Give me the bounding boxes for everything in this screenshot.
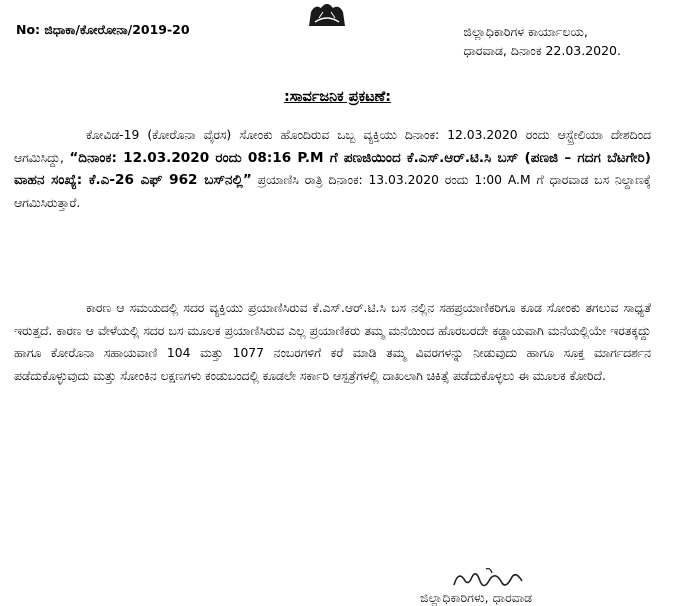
paragraph-1-rest: ಪ್ರಯಾಣಿಸಿ ರಾತ್ರಿ ದಿನಾಂಕ: 13.03.2020 ರಂದು 1:00 A.M ಗೆ ಧಾರವಾಡ ಬಸ ನಿಲ್ದಾಣಕ್ಕೆ ಆಗಮಿಸಿರುತ್ತಾರೆ. — [14, 173, 652, 210]
paragraph-1-highlight: “ದಿನಾಂಕ: 12.03.2020 ರಂದು 08:16 P.M ಗೆ ಪಣಜಿಯಿಂದ ಕೆ.ಎಸ್.ಆರ್.ಟಿ.ಸಿ ಬಸ್ (ಪಣಜಿ – ಗದಗ ಬೆಟಗೇರಿ) ವಾಹನ ಸಂಖ್ಯೆ: ಕೆ.ಎ-26 ಎಫ್ 962 ಬಸ್‌ನಲ್ಲಿ” — [14, 149, 651, 188]
notice-title — [0, 89, 675, 105]
office-block — [463, 22, 621, 60]
reference-number: No: ಜಿಧಾಕಾ/ಕೋರೋನಾ/2019-20 — [16, 22, 190, 37]
notice-title-text: :ಸಾರ್ವಜನಿಕ ಪ್ರಕಟಣೆ: — [283, 89, 392, 105]
paragraph-2-text: ಕಾರಣ ಆ ಸಮಯದಲ್ಲಿ ಸದರ ವ್ಯಕ್ತಿಯು ಪ್ರಯಾಣಿಸಿರುವ ಕೆ.ಎಸ್.ಆರ್.ಟಿ.ಸಿ ಬಸ ನಲ್ಲಿನ ಸಹಪ್ರಯಾಣಿಕರಿಗೂ ಕೂಡ ಸೋಂಕು ತಗಲುವ ಸಾಧ್ಯತೆ ಇರುತ್ತದೆ. ಕಾರಣ ಆ ವೇಳೆಯಲ್ಲಿ ಸದರ ಬಸ ಮೂಲಕ ಪ್ರಯಾಣಿಸಿರುವ ಎಲ್ಲ ಪ್ರಯಾಣಿಕರು ತಮ್ಮ ಮನೆಯಿಂದ ಹೊರಬರದೇ ಕಡ್ಡಾಯವಾಗಿ ಮನೆಯಲ್ಲಿಯೇ ಇರತಕ್ಕದ್ದು ಹಾಗೂ ಕೋರೊನಾ ಸಹಾಯವಾಣಿ 104 ಮತ್ತು 1077 ನಂಬರಗಳಿಗೆ ಕರೆ ಮಾಡಿ ತಮ್ಮ ವಿವರಗಳನ್ನು ನೀಡುವುದು ಹಾಗೂ ಸೂಕ್ತ ಮಾರ್ಗದರ್ಶನ ಪಡೆದುಕೊಳ್ಳುವುದು ಮತ್ತು ಸೋಂಕಿನ ಲಕ್ಷಣಗಳು ಕಂಡುಬಂದಲ್ಲಿ ಕೂಡಲೇ ಸರ್ಕಾರಿ ಆಸ್ಪತ್ರೆಗಳಲ್ಲಿ ದಾಖಲಾಗಿ ಚಿಕಿತ್ಸೆ ಪಡೆದುಕೊಳ್ಳಲು ಈ ಮೂಲಕ ಕೋರಿದೆ. — [14, 301, 651, 383]
paragraph-2 — [14, 297, 651, 387]
paragraph-1 — [14, 124, 651, 214]
office-name: ಜಿಲ್ಲಾಧಿಕಾರಿಗಳ ಕಾರ್ಯಾಲಯ, — [463, 24, 588, 39]
state-emblem-icon — [305, 0, 349, 26]
signatory-name: ಜಿಲ್ಲಾಧಿಕಾರಿಗಳು, ಧಾರವಾಡ — [420, 590, 533, 605]
place-date: ಧಾರವಾಡ, ದಿನಾಂಕ 22.03.2020. — [463, 43, 621, 58]
paragraph-1-intro: ಕೋವಿಡ-19 (ಕೋರೊನಾ ವೈರಸ) ಸೋಂಕು ಹೊಂದಿರುವ ಒಬ್ಬ ವ್ಯಕ್ತಿಯು ದಿನಾಂಕ: 12.03.2020 ರಂದು ಆಸ್ಟ್ರೇಲಿಯಾ ದೇಶದಿಂದ ಆಗಮಿಸಿದ್ದು, — [14, 128, 651, 165]
